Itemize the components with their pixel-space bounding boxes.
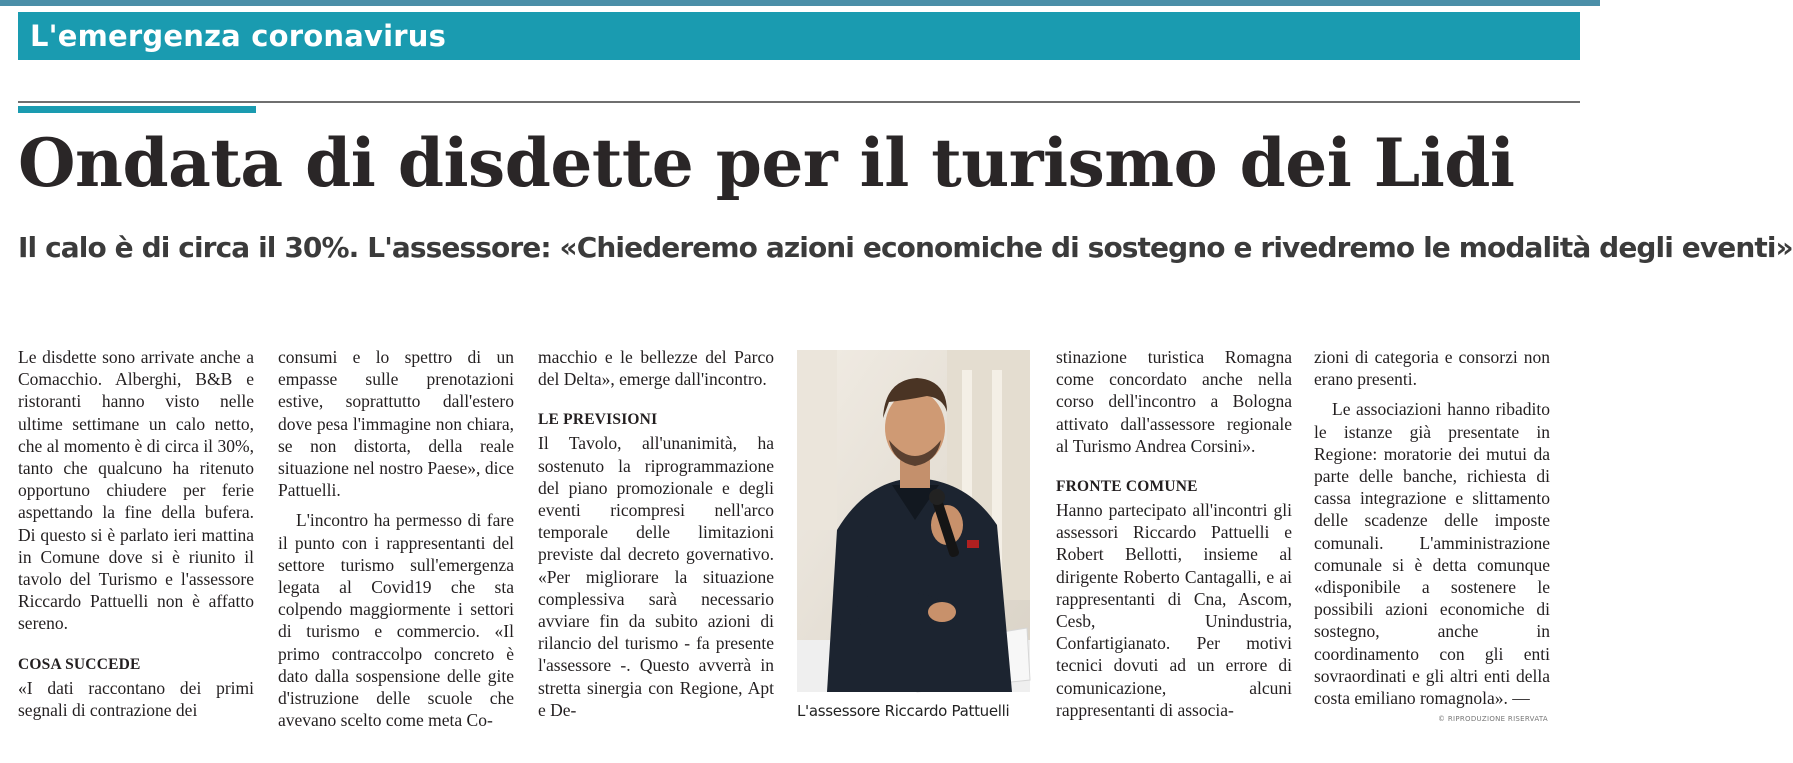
paragraph: consumi e lo spettro di un empasse sulle prenotazioni estive, soprattutto dall'estero dove pesa l'immagine non chiara, se non distorta, della reale situazione nel nostro Paese», dice Pattuelli. xyxy=(278,347,514,501)
paragraph: macchio e le bellezze del Parco del Delta», emerge dall'incontro. xyxy=(538,347,774,390)
photo-caption: L'assessore Riccardo Pattuelli xyxy=(797,702,1010,720)
copyright-notice: © RIPRODUZIONE RISERVATA xyxy=(1438,715,1548,723)
article-column-4 xyxy=(1056,346,1292,721)
article-column-3 xyxy=(538,346,774,721)
subheading-le-previsioni: LE PREVISIONI xyxy=(538,411,658,429)
paragraph: Hanno partecipato all'incontri gli assessori Riccardo Pattuelli e Robert Bellotti, insieme al dirigente Roberto Cantagalli, e ai rappresentanti di Cna, Ascom, Cesb, Unindustria, Confartigianato. Per motivi tecnici dovuti ad un errore di comunicazione, alcuni rappresentanti di associa- xyxy=(1056,500,1292,720)
paragraph: Le disdette sono arrivate anche a Comacchio. Alberghi, B&B e ristoranti hanno visto nelle ultime settimane un calo netto, che al momento è di circa il 30%, tanto che qualcuno ha ritenuto opportuno chiudere per ferie aspettando la fine della bufera. Di questo si è parlato ieri mattina in Comune dove si è riunito il tavolo del Turismo e l'assessore Riccardo Pattuelli non è affatto sereno. xyxy=(18,347,254,634)
subheadline: Il calo è di circa il 30%. L'assessore: «Chiederemo azioni economiche di sostegno e rivedremo le modalità degli eventi» xyxy=(18,231,1793,264)
headline-rule xyxy=(18,101,1580,103)
article-column-5 xyxy=(1314,346,1550,709)
assessore-photo xyxy=(797,350,1030,692)
paragraph: Il Tavolo, all'unanimità, ha sostenuto la riprogrammazione del piano promozionale e degli eventi ricompresi nell'arco temporale delle limitazioni previste dal decreto governativo. «Per migliorare la situazione complessiva sarà necessario avviare fin da subito azioni di rilancio del turismo - fa presente l'assessore -. Questo avverrà in stretta sinergia con Regione, Apt e De- xyxy=(538,433,774,720)
paragraph: stinazione turistica Romagna come concordato anche nella corso dell'incontro a Bologna attivato dall'assessore regionale al Turismo Andrea Corsini». xyxy=(1056,347,1292,456)
subheading-cosa-succede: COSA SUCCEDE xyxy=(18,655,141,673)
article-column-2 xyxy=(278,346,514,731)
accent-bar xyxy=(18,106,256,113)
section-label: L'emergenza coronavirus xyxy=(30,19,447,53)
top-rule xyxy=(0,0,1600,6)
paragraph: «I dati raccontano dei primi segnali di contrazione dei xyxy=(18,677,254,720)
article-column-1 xyxy=(18,346,254,721)
paragraph: L'incontro ha permesso di fare il punto con i rappresentanti del settore turismo sull'emergenza legata al Covid19 che sta colpendo maggiormente i settori di turismo e commercio. «Il primo contraccolpo concreto è dato dalla sospensione delle gite d'istruzione delle scuole che avevano scelto come meta Co- xyxy=(278,510,514,731)
paragraph: Le associazioni hanno ribadito le istanze già presentate in Regione: moratorie dei mutui da parte delle banche, richiesta di cassa integrazione e slittamento delle scadenze delle imposte comunali. L'amministrazione comunale si è detta comunque «disponibile a sostenere le possibili azioni economiche di sostegno, anche in coordinamento con gli enti sovraordinati e gli altri enti della costa emiliano romagnola». — xyxy=(1314,399,1550,709)
photo-illustration xyxy=(797,350,1030,692)
headline: Ondata di disdette per il turismo dei Lidi xyxy=(18,124,1515,202)
subheading-fronte-comune: FRONTE COMUNE xyxy=(1056,478,1198,496)
section-banner xyxy=(18,12,1580,60)
paragraph: zioni di categoria e consorzi non erano presenti. xyxy=(1314,347,1550,390)
